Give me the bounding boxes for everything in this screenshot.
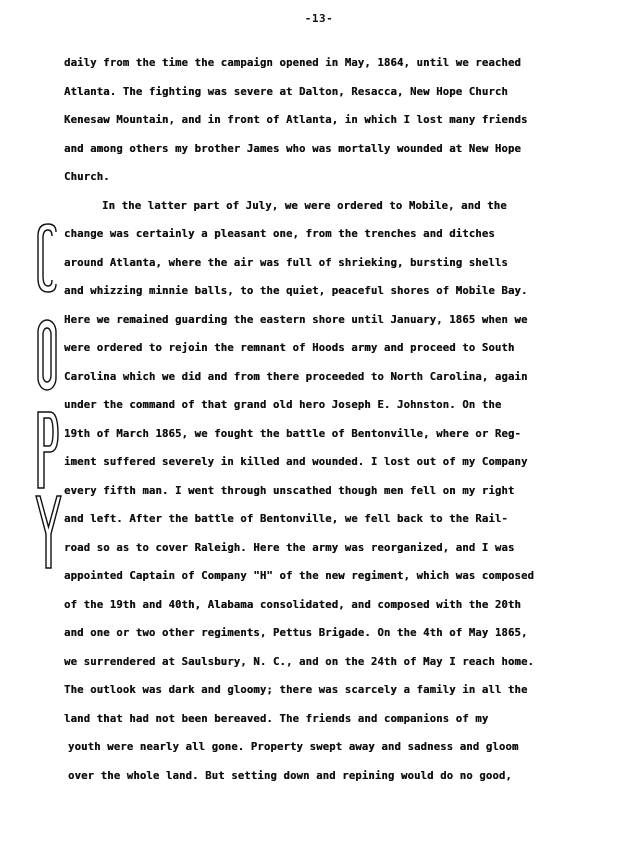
- text-line: The outlook was dark and gloomy; there was scarcely a family in all the: [64, 684, 528, 696]
- text-line: daily from the time the campaign opened in May, 1864, until we reached: [64, 57, 521, 69]
- text-line: appointed Captain of Company "H" of the new regiment, which was composed: [64, 570, 535, 582]
- text-line: over the whole land. But setting down and repining would do no good,: [68, 770, 512, 782]
- text-line: iment suffered severely in killed and wounded. I lost out of my Company: [64, 456, 528, 468]
- text-line: and one or two other regiments, Pettus Brigade. On the 4th of May 1865,: [64, 627, 528, 639]
- copy-stamp: [34, 222, 64, 572]
- text-line: Kenesaw Mountain, and in front of Atlanta, in which I lost many friends: [64, 114, 528, 126]
- text-line: youth were nearly all gone. Property swept away and sadness and gloom: [68, 741, 519, 753]
- text-line: we surrendered at Saulsbury, N. C., and on the 24th of May I reach home.: [64, 656, 535, 668]
- text-line: and left. After the battle of Bentonville, we fell back to the Rail-: [64, 513, 508, 525]
- text-line: under the command of that grand old hero Joseph E. Johnston. On the: [64, 399, 502, 411]
- text-line: In the latter part of July, we were ordered to Mobile, and the: [102, 200, 507, 212]
- text-line: 19th of March 1865, we fought the battle of Bentonville, where or Reg-: [64, 428, 521, 440]
- text-line: were ordered to rejoin the remnant of Hoods army and proceed to South: [64, 342, 515, 354]
- text-line: change was certainly a pleasant one, from the trenches and ditches: [64, 228, 495, 240]
- text-line: of the 19th and 40th, Alabama consolidated, and composed with the 20th: [64, 599, 521, 611]
- text-line: Church.: [64, 171, 110, 183]
- text-line: around Atlanta, where the air was full of shrieking, bursting shells: [64, 257, 508, 269]
- text-line: and whizzing minnie balls, to the quiet, peaceful shores of Mobile Bay.: [64, 285, 528, 297]
- text-line: land that had not been bereaved. The friends and companions of my: [64, 713, 489, 725]
- text-line: and among others my brother James who was mortally wounded at New Hope: [64, 143, 521, 155]
- page-number: -13-: [304, 12, 334, 25]
- text-line: Carolina which we did and from there proceeded to North Carolina, again: [64, 371, 528, 383]
- text-line: road so as to cover Raleigh. Here the army was reorganized, and I was: [64, 542, 515, 554]
- text-line: Atlanta. The fighting was severe at Dalton, Resacca, New Hope Church: [64, 86, 508, 98]
- text-line: Here we remained guarding the eastern shore until January, 1865 when we: [64, 314, 528, 326]
- text-line: every fifth man. I went through unscathed though men fell on my right: [64, 485, 515, 497]
